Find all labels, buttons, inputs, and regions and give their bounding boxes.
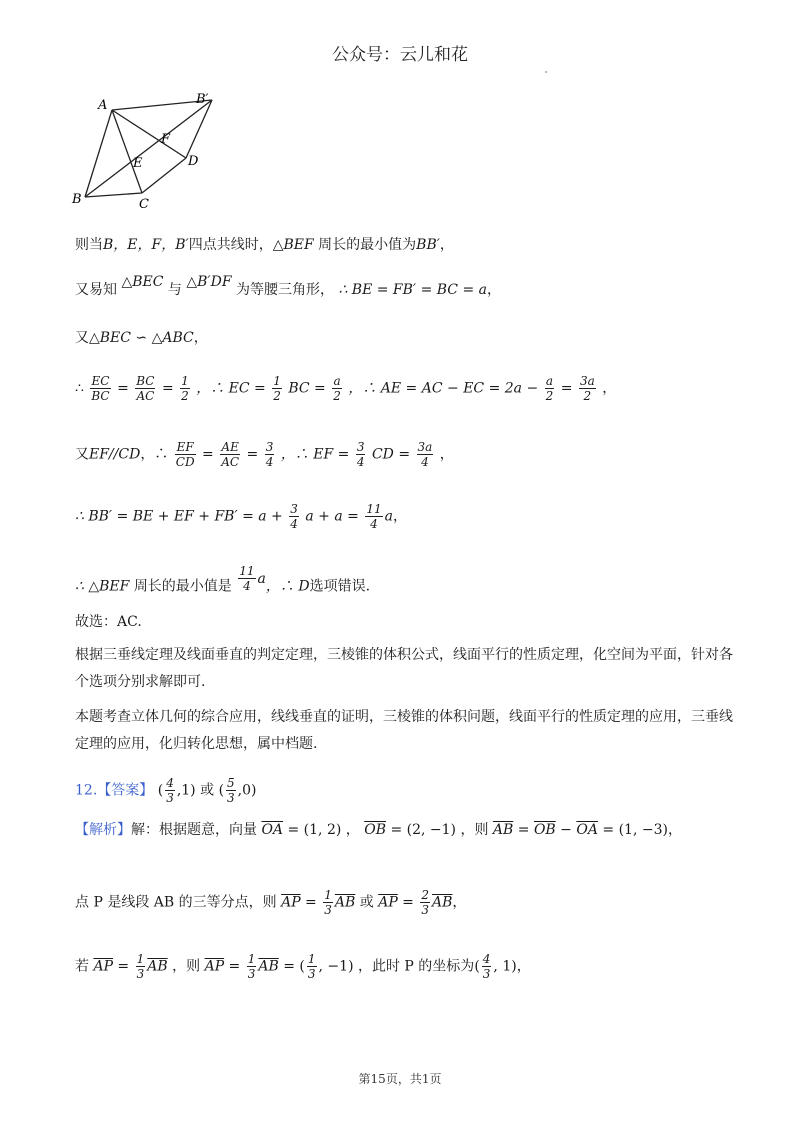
label-A: A: [98, 98, 108, 113]
line-q12-answer: 12.【答案】 ( $\frac{4}{3}$ ,1) 或 ( $\frac{5}{3}$ ,0): [75, 776, 257, 805]
edge-DB-prime: [186, 100, 212, 158]
label-B-prime: B′: [196, 92, 209, 107]
line-q12-trisection: 点 P 是线段 AB 的三等分点，则 $\overline{AP}$ = $\frac{1}{3}$ $\overline{AB}$ 或 $\overline{AP}$ = $\frac{2}{3}$ $\overline{AB}$，: [75, 888, 467, 917]
line-answer-choice: 故选：AC.: [75, 614, 142, 630]
line-similar: 又△BEC ∽ △ABC，: [75, 330, 208, 346]
edge-AC: [112, 110, 142, 193]
label-C: C: [139, 197, 149, 212]
edge-AD: [112, 110, 186, 158]
edge-BB-prime: [85, 100, 212, 197]
geometry-figure: [65, 90, 225, 215]
label-B: B: [72, 192, 82, 207]
line-ratio-ef: 又EF//CD，∴ $\frac{EF}{CD}$ = $\frac{AE}{AC}$ = $\frac{3}{4}$ ，∴ EF = $\frac{3}{4}$ CD = $\frac{3a}{4}$ ，: [75, 440, 454, 469]
label-D: D: [188, 154, 199, 169]
line-min-perimeter: ∴ △BEF 周长的最小值是 $\frac{11}{4}$ a，∴ D选项错误.: [75, 564, 371, 595]
line-q12-case: 若 $\overline{AP}$ = $\frac{1}{3}$ $\overline{AB}$ ，则 $\overline{AP}$ = $\frac{1}{3}$ $\overline{AB}$ = ( $\frac{1}{3}$ , −1) ，此时 P 的坐标为( $\frac{4}{3}$ , 1)，: [75, 952, 531, 981]
paragraph-method: 根据三垂线定理及线面垂直的判定定理，三棱锥的体积公式，线面平行的性质定理，化空间为平面，针对各个选项分别求解即可.: [75, 647, 733, 690]
line-q12-vectors: 【解析】解：根据题意，向量 $\overline{OA} = (1$, 2) ， $\overline{OB} = (2$, −1) ，则 $\overline{AB} = \overline{OB} - \overline{OA} = (1$, −3)，: [75, 822, 682, 838]
speck: [545, 71, 547, 73]
edge-AB: [85, 110, 112, 197]
label-E: E: [133, 156, 143, 171]
page-footer: 第15页，共1页: [358, 1072, 442, 1086]
line-isosceles: 又易知 △BEC 与 △B′DF 为等腰三角形， ∴ BE = FB′ = BC = a，: [75, 274, 501, 298]
paragraph-review: 本题考查立体几何的综合应用，线线垂直的证明，三棱锥的体积问题，线面平行的性质定理的应用，三垂线定理的应用，化归转化思想，属中档题.: [75, 709, 733, 752]
edge-CD: [142, 158, 186, 193]
line-ratio-ec: ∴ $\frac{EC}{BC}$ = $\frac{BC}{AC}$ = $\frac{1}{2}$ ，∴ EC = $\frac{1}{2}$ BC = $\frac{a}{2}$ ，∴ AE = AC − EC = 2a − $\frac{a}{2}$ = $\frac{3a}{2}$ ，: [75, 374, 617, 403]
label-F: F: [161, 132, 171, 147]
line-bb-prime: ∴ BB′ = BE + EF + FB′ = a + $\frac{3}{4}$ a + a = $\frac{11}{4}$ a，: [75, 502, 407, 531]
page-header: 公众号：云儿和花: [332, 45, 468, 65]
edge-BC: [85, 193, 142, 197]
line-collinear: 则当B，E，F，B′四点共线时，△BEF 周长的最小值为BB′，: [75, 237, 454, 253]
